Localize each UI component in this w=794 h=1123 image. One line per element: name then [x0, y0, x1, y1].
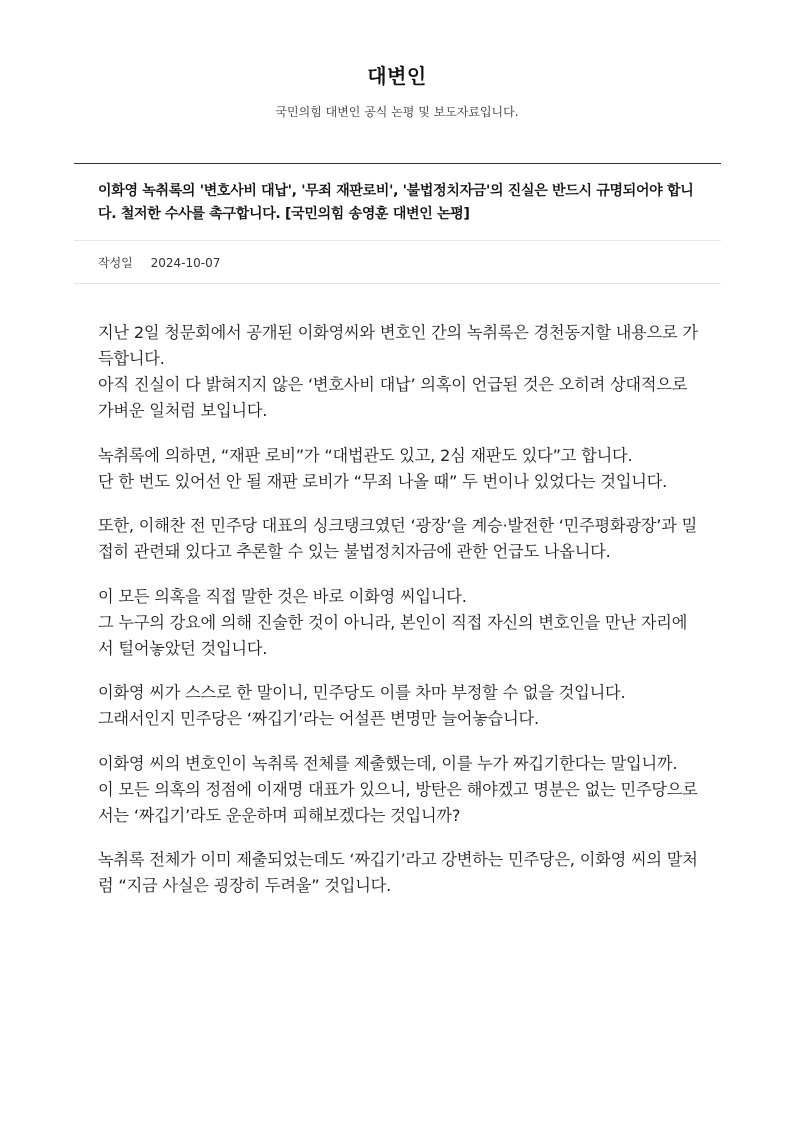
- meta-divider: [74, 283, 721, 284]
- article-meta: [98, 254, 220, 271]
- paragraph-line: 또한, 이해찬 전 민주당 대표의 싱크탱크였던 ‘광장’을 계승·발전한 ‘민주평화광장’과 밀접히 관련돼 있다고 추론할 수 있는 불법정치자금에 관한 언급도 나옵니다.: [98, 516, 698, 561]
- paragraph-line: 단 한 번도 있어선 안 될 재판 로비가 “무죄 나올 때” 두 번이나 있었다는 것입니다.: [98, 471, 668, 491]
- paragraph: [98, 513, 698, 565]
- paragraph: [98, 320, 698, 424]
- paragraph: [98, 751, 698, 829]
- paragraph-line: 아직 진실이 다 밝혀지지 않은 ‘변호사비 대납’ 의혹이 언급된 것은 오히려 상대적으로 가벼운 일처럼 보입니다.: [98, 375, 688, 420]
- page-title: 대변인: [367, 64, 427, 88]
- paragraph-line: 그 누구의 강요에 의해 진술한 것이 아니라, 본인이 직접 자신의 변호인을 만난 자리에서 털어놓았던 것입니다.: [98, 612, 688, 658]
- paragraph: [98, 443, 698, 495]
- page-subtitle: 국민의힘 대변인 공식 논평 및 보도자료입니다.: [275, 105, 519, 119]
- paragraph: [98, 680, 698, 732]
- paragraph-line: 그래서인지 민주당은 ‘짜깁기’라는 어설픈 변명만 늘어놓습니다.: [98, 709, 539, 728]
- article-title: 이화영 녹취록의 '변호사비 대납', '무죄 재판로비', '불법정치자금'의 진실은 반드시 규명되어야 합니다. 철저한 수사를 촉구합니다. [국민의힘 송영훈 대변인 논평]: [98, 183, 694, 222]
- date-value: 2024-10-07: [150, 256, 221, 270]
- paragraph: [98, 847, 698, 899]
- paragraph-line: 이화영 씨가 스스로 한 말이니, 민주당도 이를 차마 부정할 수 없을 것입니다.: [98, 683, 626, 702]
- title-divider: [74, 240, 721, 241]
- paragraph-line: 지난 2일 청문회에서 공개된 이화영씨와 변호인 간의 녹취록은 경천동지할 내용으로 가득합니다.: [98, 323, 698, 368]
- article-body: [98, 320, 698, 918]
- paragraph-line: 이 모든 의혹을 직접 말한 것은 바로 이화영 씨입니다.: [98, 586, 467, 606]
- paragraph-line: 이 모든 의혹의 정점에 이재명 대표가 있으니, 방탄은 해야겠고 명분은 없는 민주당으로서는 ‘짜깁기’라도 운운하며 피해보겠다는 것입니까?: [98, 779, 698, 825]
- paragraph: [98, 584, 698, 662]
- header-divider: [74, 163, 721, 164]
- paragraph-line: 이화영 씨의 변호인이 녹취록 전체를 제출했는데, 이를 누가 짜깁기한다는 말입니까.: [98, 753, 678, 773]
- paragraph-line: 녹취록 전체가 이미 제출되었는데도 ‘짜깁기’라고 강변하는 민주당은, 이화영 씨의 말처럼 “지금 사실은 굉장히 두려울” 것입니다.: [98, 850, 698, 895]
- paragraph-line: 녹취록에 의하면, “재판 로비”가 “대법관도 있고, 2심 재판도 있다”고 합니다.: [98, 445, 633, 465]
- date-label: 작성일: [98, 256, 133, 270]
